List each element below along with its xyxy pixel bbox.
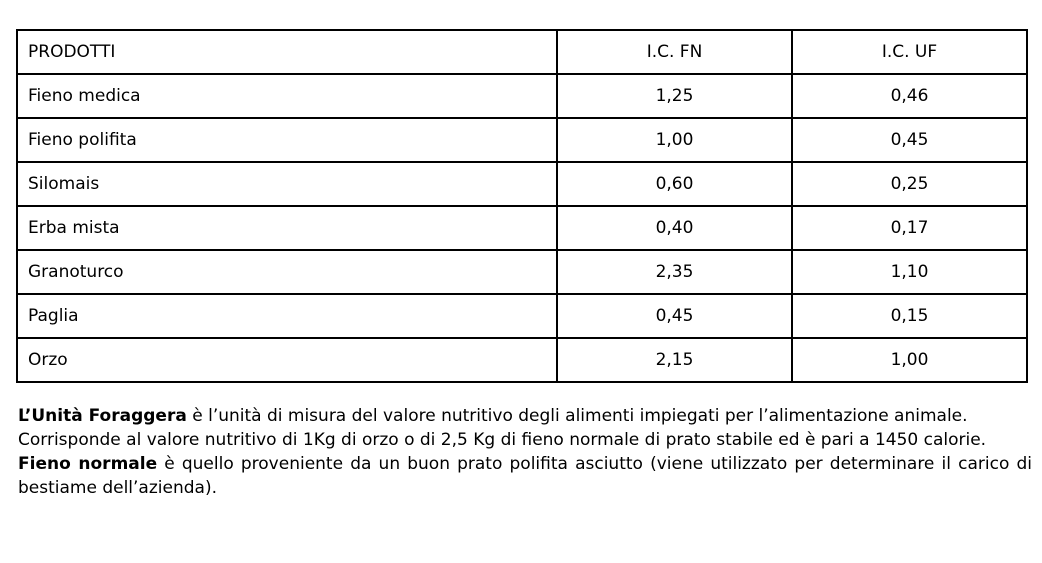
product-name: Silomais [17, 162, 557, 206]
ic-uf-value: 0,45 [792, 118, 1027, 162]
note-fieno-normale [18, 452, 1032, 500]
ic-fn-value: 0,45 [557, 294, 792, 338]
header-ic-fn: I.C. FN [557, 30, 792, 74]
term-unita-foraggera: L’Unità Foraggera [18, 406, 187, 426]
note-unita-foraggera [18, 404, 1032, 428]
product-name: Paglia [17, 294, 557, 338]
ic-fn-value: 1,00 [557, 118, 792, 162]
ic-uf-value: 0,25 [792, 162, 1027, 206]
product-name: Orzo [17, 338, 557, 382]
notes-section [18, 404, 1032, 500]
table-row [17, 74, 1027, 118]
ic-uf-value: 1,10 [792, 250, 1027, 294]
ic-fn-value: 0,60 [557, 162, 792, 206]
ic-fn-value: 2,35 [557, 250, 792, 294]
header-prodotti: PRODOTTI [17, 30, 557, 74]
table-row [17, 294, 1027, 338]
ic-uf-value: 0,15 [792, 294, 1027, 338]
note-corrispondenza: Corrisponde al valore nutritivo di 1Kg di orzo o di 2,5 Kg di fieno normale di prato stabile ed è pari a 1450 calorie. [18, 430, 987, 450]
ic-fn-value: 0,40 [557, 206, 792, 250]
definition-text: è l’unità di misura del valore nutritivo degli alimenti impiegati per l’alimentazione animale. [186, 406, 968, 426]
nutritive-values-table [16, 29, 1028, 383]
ic-fn-value: 1,25 [557, 74, 792, 118]
product-name: Fieno medica [17, 74, 557, 118]
ic-fn-value: 2,15 [557, 338, 792, 382]
product-name: Granoturco [17, 250, 557, 294]
table-row [17, 206, 1027, 250]
term-fieno-normale: Fieno normale [18, 454, 158, 474]
product-name: Erba mista [17, 206, 557, 250]
table-header-row [17, 30, 1027, 74]
header-ic-uf: I.C. UF [792, 30, 1027, 74]
table-row [17, 338, 1027, 382]
definition-text: è quello proveniente da un buon prato polifita asciutto (viene utilizzato per determinare il carico di bestiame dell’azienda). [18, 454, 1032, 498]
table-row [17, 162, 1027, 206]
table-row [17, 250, 1027, 294]
ic-uf-value: 0,46 [792, 74, 1027, 118]
ic-uf-value: 1,00 [792, 338, 1027, 382]
table-row [17, 118, 1027, 162]
product-name: Fieno polifita [17, 118, 557, 162]
ic-uf-value: 0,17 [792, 206, 1027, 250]
